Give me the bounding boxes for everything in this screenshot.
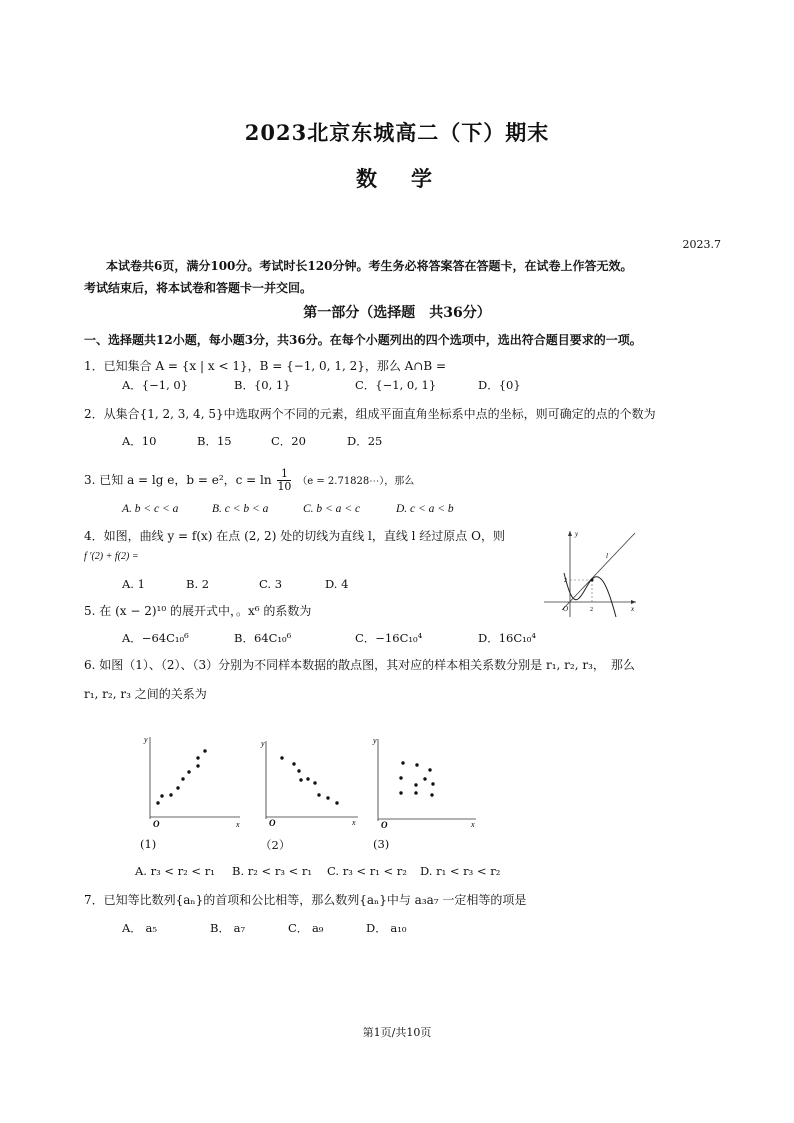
q7-option-a: A． a₅ bbox=[122, 921, 157, 935]
scatter2-point bbox=[326, 796, 329, 799]
scatter3-point bbox=[399, 776, 402, 779]
scatter2-point bbox=[297, 769, 300, 772]
q2-option-d: D．25 bbox=[347, 434, 383, 448]
exam-date: 2023.7 bbox=[682, 238, 721, 251]
section-instruction: 一、选择题共12小题，每小题3分，共36分。在每个小题列出的四个选项中，选出符合题目要求的一项。 bbox=[84, 333, 642, 347]
scatter3-origin-label: O bbox=[381, 820, 388, 828]
scatter3-point bbox=[401, 761, 404, 764]
scatter3-point bbox=[399, 791, 402, 794]
scatter2-x-label: x bbox=[352, 818, 356, 827]
q5-option-b: B．64C₁₀⁶ bbox=[234, 631, 292, 645]
scatter2-point bbox=[335, 801, 338, 804]
scatter2-point bbox=[292, 762, 295, 765]
scatter3-point bbox=[423, 777, 426, 780]
q3-option-b: B. c < b < a bbox=[212, 503, 269, 515]
q4-option-d: D. 4 bbox=[325, 577, 349, 591]
q2-option-b: B．15 bbox=[197, 434, 232, 448]
q6-option-c: C. r₃ < r₁ < r₂ bbox=[327, 864, 407, 878]
question-5-stem: 5. 在 (x − 2)¹⁰ 的展开式中，。x⁶ 的系数为 bbox=[84, 604, 312, 618]
part1-title: 第一部分（选择题 共36分） bbox=[303, 305, 491, 321]
scatter1-x-label: x bbox=[236, 820, 240, 828]
scatter2-point bbox=[317, 793, 320, 796]
page-footer: 第1页/共10页 bbox=[362, 1026, 432, 1039]
q4-option-c: C. 3 bbox=[259, 577, 283, 591]
q4-tick-y-label: 2 bbox=[564, 578, 567, 584]
q4-option-b: B. 2 bbox=[186, 577, 210, 591]
scatter3-caption: (3) bbox=[373, 837, 390, 851]
q1-option-b: B．{0, 1} bbox=[234, 378, 291, 392]
question-2-stem: 2．从集合{1, 2, 3, 4, 5}中选取两个不同的元素，组成平面直角坐标系中点的坐标，则可确定的点的个数为 bbox=[84, 407, 656, 421]
question-7-stem: 7．已知等比数列{aₙ}的首项和公比相等，那么数列{aₙ}中与 a₃a₇ 一定相等的项是 bbox=[84, 893, 527, 907]
q4-option-a: A. 1 bbox=[122, 577, 145, 591]
scatter3-point bbox=[414, 783, 417, 786]
scatter1-point bbox=[169, 793, 172, 796]
q4-y-arrow-icon bbox=[568, 531, 572, 536]
q1-option-d: D．{0} bbox=[478, 378, 521, 392]
q4-tick-x-label: 2 bbox=[590, 607, 593, 613]
q7-option-d: D． a₁₀ bbox=[366, 921, 407, 935]
scatter3-point bbox=[414, 791, 417, 794]
question-4-stem-line-2: f ′(2) + f(2) = bbox=[84, 551, 139, 562]
scatter1-point bbox=[156, 801, 159, 804]
q4-x-label: x bbox=[631, 605, 635, 613]
q7-option-c: C． a₉ bbox=[288, 921, 324, 935]
scatter3-points bbox=[399, 761, 434, 796]
scatter3-x-label: x bbox=[471, 820, 475, 828]
q5-option-a: A．−64C₁₀⁶ bbox=[122, 631, 189, 645]
q3-stem-part-1: 3. 已知 a = lg e，b = e²，c = ln bbox=[84, 473, 272, 487]
scatter3-point bbox=[430, 793, 433, 796]
question-1-stem: 1．已知集合 A = {x | x < 1}，B = {−1, 0, 1, 2}，那么 A∩B = bbox=[84, 359, 447, 373]
scatter1-origin-label: O bbox=[153, 819, 160, 828]
scatter2-point bbox=[306, 777, 309, 780]
scatter-plot-1 bbox=[140, 733, 245, 828]
scatter1-y-label: y bbox=[144, 735, 148, 744]
question-6-stem-line-2: r₁, r₂, r₃ 之间的关系为 bbox=[84, 687, 207, 701]
subject-title: 数学 bbox=[356, 166, 466, 191]
q1-option-a: A．{−1, 0} bbox=[122, 378, 189, 392]
scatter3-point bbox=[428, 768, 431, 771]
q1-option-c: C．{−1, 0, 1} bbox=[355, 378, 437, 392]
q3-option-c: C. b < a < c bbox=[303, 503, 361, 515]
q3-stem-part-2: （e = 2.71828⋯），那么 bbox=[297, 476, 415, 487]
scatter1-point bbox=[181, 777, 184, 780]
scatter2-point bbox=[299, 778, 302, 781]
scatter1-point bbox=[196, 764, 199, 767]
page-title: 2023北京东城高二（下）期末 bbox=[244, 120, 550, 145]
q4-curve-figure bbox=[540, 525, 640, 620]
q3-option-d: D. c < a < b bbox=[396, 503, 454, 515]
scatter1-caption: (1) bbox=[140, 837, 157, 851]
q4-origin-label: O bbox=[563, 605, 569, 613]
q3-fraction-denominator: 10 bbox=[277, 480, 292, 493]
intro-line-1: 本试卷共6页，满分100分。考试时长120分钟。考生务必将答案答在答题卡，在试卷上作答无效。 bbox=[106, 259, 633, 273]
scatter3-point bbox=[415, 763, 418, 766]
question-3-stem bbox=[84, 468, 414, 493]
scatter2-point bbox=[280, 756, 283, 759]
question-4-stem: 4．如图，曲线 y = f(x) 在点 (2, 2) 处的切线为直线 l，直线 l 经过原点 O，则 bbox=[84, 529, 505, 543]
q6-option-a: A. r₃ < r₂ < r₁ bbox=[135, 864, 215, 878]
scatter2-points bbox=[280, 756, 338, 804]
q6-option-b: B. r₂ < r₃ < r₁ bbox=[232, 864, 312, 878]
scatter-plot-3 bbox=[370, 733, 480, 828]
q2-option-c: C．20 bbox=[271, 434, 306, 448]
scatter1-points bbox=[156, 749, 206, 804]
q5-option-d: D．16C₁₀⁴ bbox=[478, 631, 536, 645]
scatter3-y-label: y bbox=[373, 736, 377, 745]
scatter2-caption: （2） bbox=[260, 838, 291, 852]
q6-option-d: D. r₁ < r₃ < r₂ bbox=[420, 864, 501, 878]
question-6-stem: 6. 如图（1）、（2）、（3）分别为不同样本数据的散点图，其对应的样本相关系数分别是 r₁, r₂, r₃， 那么 bbox=[84, 658, 635, 672]
scatter1-point bbox=[196, 756, 199, 759]
scatter2-origin-label: O bbox=[269, 818, 276, 828]
scatter1-point bbox=[176, 786, 179, 789]
scatter3-point bbox=[431, 782, 434, 785]
q3-option-a: A. b < c < a bbox=[122, 503, 179, 515]
scatter2-point bbox=[313, 781, 316, 784]
q4-line-label: l bbox=[606, 552, 608, 560]
intro-line-2: 考试结束后，将本试卷和答题卡一并交回。 bbox=[84, 281, 313, 295]
scatter1-point bbox=[160, 794, 163, 797]
q2-option-a: A．10 bbox=[122, 434, 157, 448]
q4-tangent-point bbox=[591, 579, 594, 582]
scatter2-y-label: y bbox=[261, 739, 265, 748]
scatter-plot-2 bbox=[258, 733, 363, 828]
q4-x-arrow-icon bbox=[631, 600, 636, 604]
q3-fraction bbox=[277, 468, 291, 493]
q4-y-label: y bbox=[575, 530, 579, 538]
q5-option-c: C．−16C₁₀⁴ bbox=[355, 631, 423, 645]
q7-option-b: B． a₇ bbox=[210, 921, 246, 935]
scatter1-point bbox=[203, 749, 206, 752]
q3-fraction-numerator: 1 bbox=[277, 468, 291, 481]
scatter1-point bbox=[187, 770, 190, 773]
